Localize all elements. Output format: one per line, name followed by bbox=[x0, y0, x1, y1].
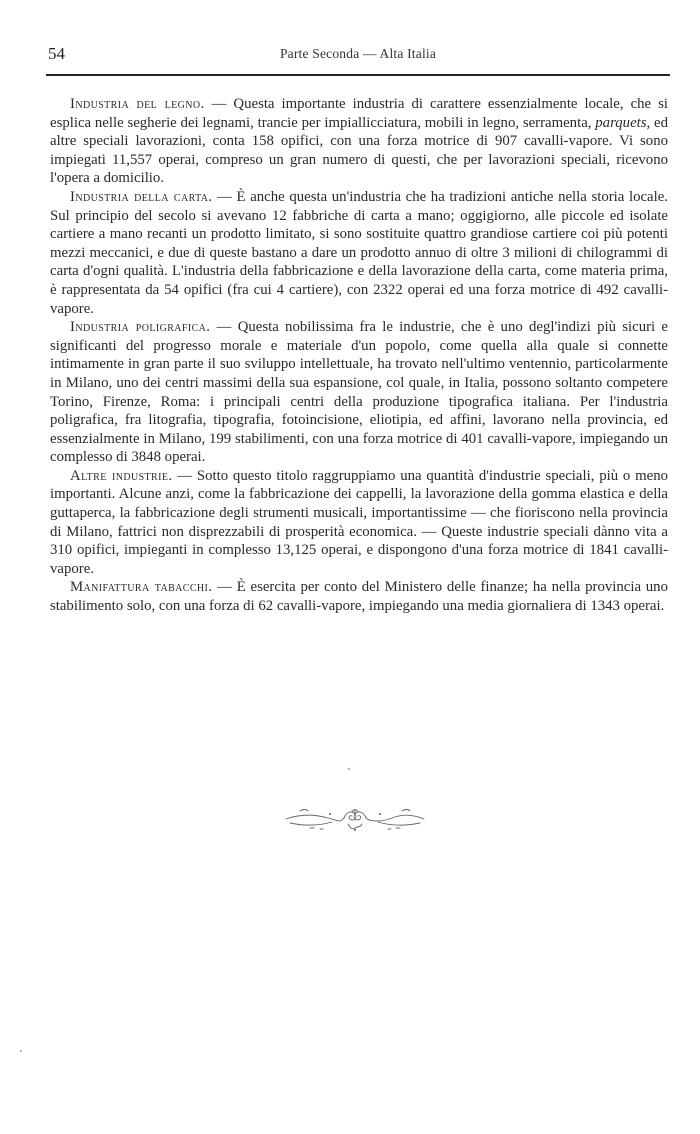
section-heading: Industria poligrafica. bbox=[70, 319, 211, 336]
paper-speck bbox=[348, 768, 350, 770]
paper-speck bbox=[20, 1050, 22, 1052]
page-header bbox=[48, 44, 668, 68]
section-heading: Altre industrie. bbox=[70, 467, 173, 484]
italic-term: parquets, bbox=[595, 114, 651, 131]
section-heading: Industria del legno. bbox=[70, 96, 205, 112]
paragraph-text: — Questa importante industria di carattere essenzialmente locale, che si esplica nelle segherie dei legnami, trancie per impiallicciatura, mobili in legno, serramenta, bbox=[50, 96, 669, 131]
header-rule bbox=[46, 74, 670, 76]
paragraph-manifattura-tabacchi bbox=[50, 578, 668, 615]
section-heading: Manifattura tabacchi. bbox=[70, 579, 213, 596]
paragraph-industria-legno bbox=[50, 95, 668, 188]
page-number: 54 bbox=[48, 44, 65, 63]
paragraph-text: — Sotto questo titolo raggruppiamo una quantità d'industrie speciali, più o meno importanti. Alcune anzi, come la fabbricazione dei cappelli, la lavorazione della gomma elastica e della guttaperca, la fabbricazione degli strumenti musicali, importantissime — che fioriscono nella provincia di Milano, fattrici non disprezzabili di prosperità economica. — Queste industrie speciali dànno vita a 310 opifici, impieganti in complesso 13,125 operai, e dispongono d'una forza motrice di 1841 cavalli-vapore. bbox=[50, 467, 668, 577]
paragraph-text: — Questa nobilissima fra le industrie, che è uno degl'indizi più sicuri e significanti del progresso morale e materiale d'un popolo, come quella alla quale si connette intimamente in gran parte il suo sviluppo intellettuale, ha trovato nell'ultimo ventennio, particolarmente in Milano, uno dei centri massimi della sua espansione, col quale, in Italia, possono soltanto competere Torino, Firenze, Roma: i principali centri della produzione tipografica italiana. Per l'industria poligrafica, fra litografia, tipografia, fotoincisione, eliotipia, ed affini, lavorano nella provincia, ed essenzialmente in Milano, 199 stabilimenti, con una forza motrice di 401 cavalli-vapore, impiegando un complesso di 3848 operai. bbox=[50, 319, 668, 466]
paragraph-text: — È anche questa un'industria che ha tradizioni antiche nella storia locale. Sul principio del secolo si avevano 12 fabbriche di carta a mano; oggigiorno, alle piccole ed isolate cartiere a mano recanti un prodotto limitato, si sono sostituite quattro grandiose cartiere coi più potenti mezzi meccanici, e due di queste bastano a dare un prodotto annuo di oltre 3 milioni di chilogrammi di carta d'ogni qualità. L'industria della fabbricazione e della lavorazione della carta, come materia prima, è rappresentata da 54 opifici (fra cui 4 cartiere), con 2322 operai ed una forza motrice di 492 cavalli-vapore. bbox=[50, 188, 668, 317]
paragraph-text-continued: ed altre speciali lavorazioni, conta 158 opifici, con una forza motrice di 907 cavalli-vapore. Vi sono impiegati 11,557 operai, compreso un gran numero di questi, che per lavorazioni speciali, ricevono l'opera a domicilio. bbox=[50, 114, 668, 187]
running-title: Parte Seconda — Alta Italia bbox=[279, 46, 437, 61]
section-heading: Industria della carta. bbox=[70, 188, 213, 205]
paragraph-altre-industrie bbox=[50, 467, 668, 579]
body-text bbox=[50, 95, 668, 616]
paragraph-industria-carta bbox=[50, 188, 668, 318]
tailpiece-ornament-icon bbox=[280, 802, 430, 836]
paragraph-text: — È esercita per conto del Ministero delle finanze; ha nella provincia uno stabilimento solo, con una forza di 62 cavalli-vapore, impiegando una media giornaliera di 1343 operai. bbox=[50, 579, 668, 615]
paragraph-industria-poligrafica bbox=[50, 318, 668, 467]
